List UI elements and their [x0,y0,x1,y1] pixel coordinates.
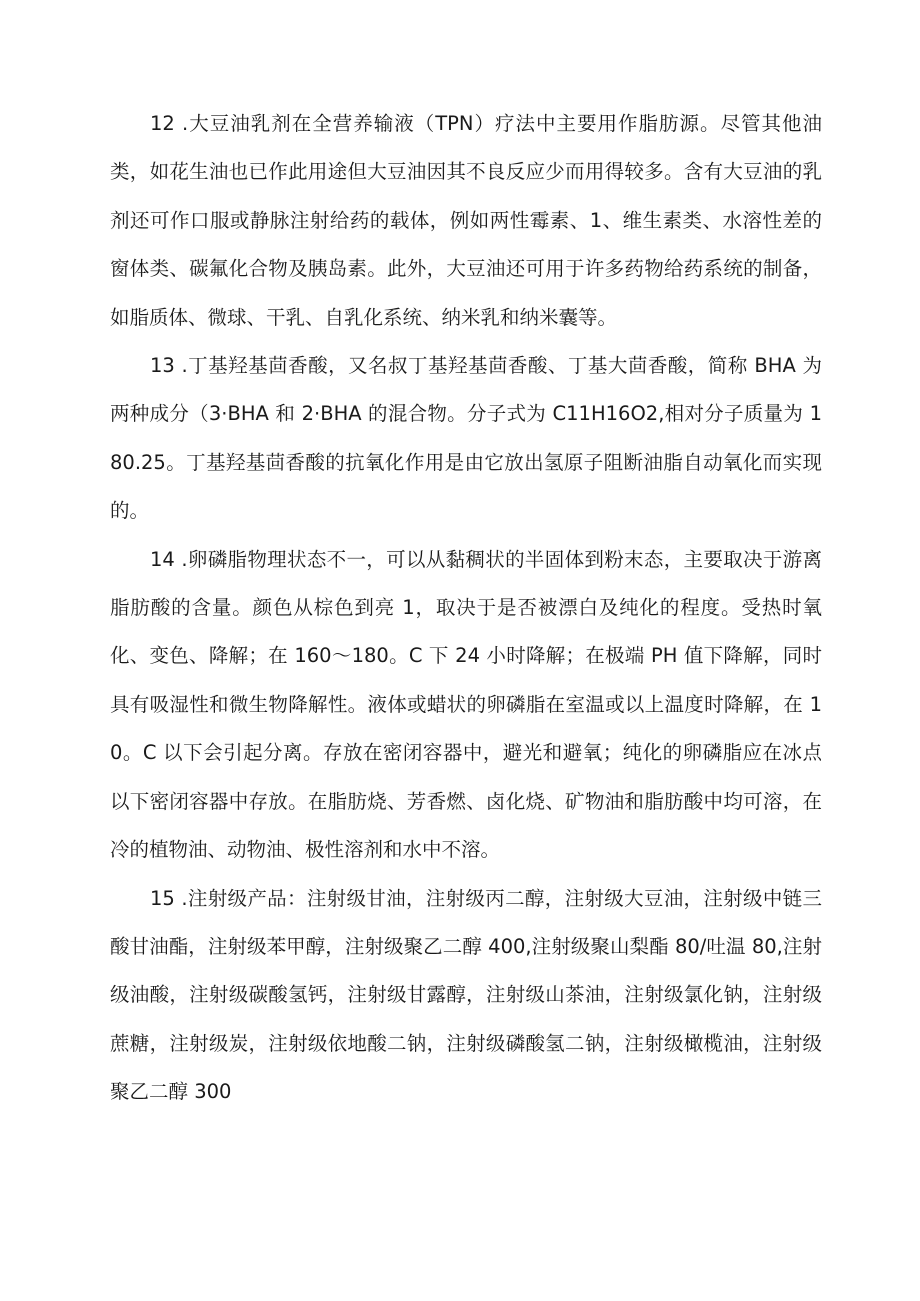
paragraph-14: 14 .卵磷脂物理状态不一，可以从黏稠状的半固体到粉末态，主要取决于游离脂肪酸的含量。颜色从棕色到亮 1，取决于是否被漂白及纯化的程度。受热时氧化、变色、降解；在 160～180。C 下 24 小时降解；在极端 PH 值下降解，同时具有吸湿性和微生物降解性。液体或蜡状的卵磷脂在室温或以上温度时降解，在 10。C 以下会引起分离。存放在密闭容器中，避光和避氧；纯化的卵磷脂应在冰点以下密闭容器中存放。在脂肪烧、芳香燃、卤化烧、矿物油和脂肪酸中均可溶，在冷的植物油、动物油、极性溶剂和水中不溶。 [110,547,822,862]
paragraph-13: 13 .丁基羟基茴香酸，又名叔丁基羟基茴香酸、丁基大茴香酸，简称 BHA 为两种成分（3·BHA 和 2·BHA 的混合物。分子式为 C11H16O2,相对分子质量为 180.25。丁基羟基茴香酸的抗氧化作用是由它放出氢原子阻断油脂自动氧化而实现的。 [110,354,822,523]
paragraph-15: 15 .注射级产品：注射级甘油，注射级丙二醇，注射级大豆油，注射级中链三酸甘油酯，注射级苯甲醇，注射级聚乙二醇 400,注射级聚山梨酯 80/吐温 80,注射级油酸，注射级碳酸氢钙，注射级甘露醇，注射级山茶油，注射级氯化钠，注射级蔗糖，注射级炭，注射级依地酸二钠，注射级磷酸氢二钠，注射级橄榄油，注射级聚乙二醇 300 [110,886,822,1104]
paragraph-12: 12 .大豆油乳剂在全营养输液（TPN）疗法中主要用作脂肪源。尽管其他油类，如花生油也已作此用途但大豆油因其不良反应少而用得较多。含有大豆油的乳剂还可作口服或静脉注射给药的载体，例如两性霉素、1、维生素类、水溶性差的窗体类、碳氟化合物及胰岛素。此外，大豆油还可用于许多药物给药系统的制备，如脂质体、微球、干乳、自乳化系统、纳米乳和纳米囊等。 [110,112,822,329]
document-body [110,100,822,1117]
